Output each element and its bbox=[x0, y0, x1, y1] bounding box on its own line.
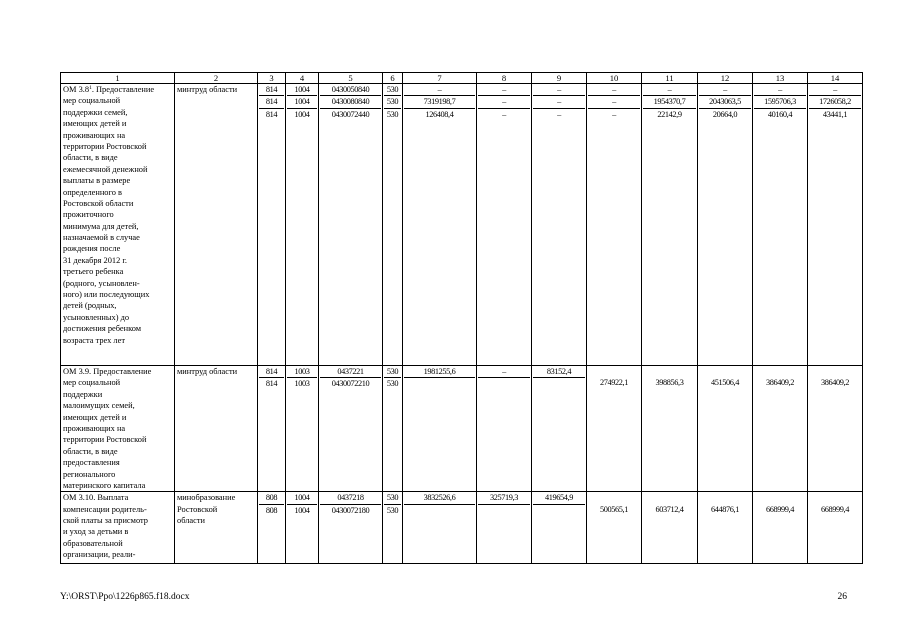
cell-value: 814 bbox=[265, 109, 278, 119]
cell-value: 40160,4 bbox=[767, 109, 793, 119]
cell-value: 808 bbox=[259, 492, 284, 504]
cell-value: 1004 bbox=[294, 109, 310, 119]
cell-value: 419654,9 bbox=[533, 492, 585, 504]
cell-value: 0430072180 bbox=[331, 505, 370, 515]
cell-value: – bbox=[533, 84, 585, 96]
description-line bbox=[63, 84, 173, 95]
column-header: 5 bbox=[319, 73, 383, 84]
description-line: предоставления bbox=[63, 458, 120, 468]
cell-value: 386409,2 bbox=[766, 378, 794, 388]
description-line: Ростовской области bbox=[63, 198, 134, 208]
column-11-cell bbox=[642, 84, 698, 366]
description-line: материнского капитала bbox=[63, 480, 146, 490]
description-line: имеющих детей и bbox=[63, 119, 127, 129]
executor-line: минобразование bbox=[177, 493, 236, 503]
document-path: Y:\ORST\Ppo\1226p865.f18.docx bbox=[60, 592, 190, 602]
column-header: 1 bbox=[61, 73, 175, 84]
cell-value: 808 bbox=[265, 505, 278, 515]
cell-value: 83152,4 bbox=[533, 366, 585, 378]
cell-value: – bbox=[478, 84, 530, 96]
cell-value: – bbox=[588, 84, 640, 96]
column-header: 2 bbox=[175, 73, 258, 84]
cell-value: 386409,2 bbox=[821, 378, 849, 388]
cell-value: 1595706,3 bbox=[754, 96, 806, 108]
executor bbox=[175, 84, 258, 366]
measure-description bbox=[61, 84, 175, 366]
description-line: ного) или последующих bbox=[63, 290, 150, 300]
table-row bbox=[61, 366, 863, 492]
column-header: 3 bbox=[258, 73, 286, 84]
description-line: области, в виде bbox=[63, 446, 118, 456]
column-6-cell bbox=[383, 492, 403, 564]
description-line: ОМ 3.10. Выплата bbox=[63, 493, 129, 503]
column-5-cell bbox=[319, 84, 383, 366]
cell-value: – bbox=[404, 84, 475, 96]
column-header: 4 bbox=[286, 73, 319, 84]
column-6-cell bbox=[383, 84, 403, 366]
column-header: 8 bbox=[477, 73, 532, 84]
column-4-cell bbox=[286, 366, 319, 492]
cell-value: 530 bbox=[384, 96, 401, 108]
column-header: 7 bbox=[403, 73, 477, 84]
cell-value: 668999,4 bbox=[766, 504, 794, 514]
column-3-cell bbox=[258, 84, 286, 366]
cell-value: – bbox=[502, 109, 506, 119]
cell-value: – bbox=[478, 366, 530, 378]
cell-value: 3832526,6 bbox=[404, 492, 475, 504]
column-13-cell bbox=[753, 84, 808, 366]
cell-value: 22142,9 bbox=[657, 109, 682, 119]
column-5-cell bbox=[319, 366, 383, 492]
column-12-cell bbox=[698, 492, 753, 564]
footnote-mark: 1 bbox=[89, 85, 92, 91]
column-8-cell bbox=[477, 366, 532, 492]
column-header: 13 bbox=[753, 73, 808, 84]
description-line: поддержки bbox=[63, 389, 103, 399]
column-10-cell bbox=[587, 366, 642, 492]
column-7-cell bbox=[403, 492, 477, 564]
column-8-cell bbox=[477, 492, 532, 564]
description-line: прожиточного bbox=[63, 210, 114, 220]
description-line: 31 декабря 2012 г. bbox=[63, 255, 127, 265]
cell-value: 530 bbox=[386, 109, 399, 119]
cell-value: 325719,3 bbox=[478, 492, 530, 504]
description-line: рождения после bbox=[63, 244, 121, 254]
cell-value: – bbox=[643, 84, 696, 96]
description-line: и уход за детьми в bbox=[63, 527, 129, 537]
description-line: ОМ 3.9. Предоставление bbox=[63, 367, 152, 376]
cell-value: 644876,1 bbox=[711, 504, 739, 514]
column-9-cell bbox=[532, 492, 587, 564]
cell-value: 126408,4 bbox=[425, 109, 454, 119]
cell-value: 7319198,7 bbox=[404, 96, 475, 108]
description-line: ской платы за присмотр bbox=[63, 516, 148, 526]
description-line: компенсации родитель- bbox=[63, 504, 147, 514]
executor bbox=[175, 492, 258, 564]
description-line: территории Ростовской bbox=[63, 435, 147, 445]
cell-value: 814 bbox=[259, 366, 284, 378]
cell-value: 398856,3 bbox=[655, 378, 684, 388]
cell-value: 530 bbox=[384, 84, 401, 96]
column-10-cell bbox=[587, 84, 642, 366]
measure-title-start: . Предоставление bbox=[91, 85, 155, 94]
description-line: минимума для детей, bbox=[63, 221, 139, 231]
cell-value: 1981255,6 bbox=[404, 366, 475, 378]
description-line: определенного в bbox=[63, 187, 122, 197]
cell-value: 1003 bbox=[287, 366, 317, 378]
cell-value: – bbox=[557, 109, 561, 119]
executor-line: минтруд области bbox=[177, 367, 238, 376]
cell-value: 814 bbox=[259, 84, 284, 96]
measure-description bbox=[61, 492, 175, 564]
cell-value: – bbox=[699, 84, 751, 96]
column-12-cell bbox=[698, 366, 753, 492]
column-header: 11 bbox=[642, 73, 698, 84]
column-5-cell bbox=[319, 492, 383, 564]
cell-value: 451506,4 bbox=[711, 378, 739, 388]
column-11-cell bbox=[642, 492, 698, 564]
column-9-cell bbox=[532, 366, 587, 492]
cell-value: 1003 bbox=[294, 379, 310, 389]
cell-value: 274922,1 bbox=[600, 378, 628, 388]
description-line: усыновленных) до bbox=[63, 312, 130, 322]
column-12-cell bbox=[698, 84, 753, 366]
column-14-cell bbox=[808, 366, 863, 492]
cell-value: – bbox=[533, 96, 585, 108]
description-line: мер социальной bbox=[63, 96, 121, 106]
cell-value: 20664,0 bbox=[712, 109, 738, 119]
header-row bbox=[61, 73, 863, 84]
measure-code: ОМ 3.8 bbox=[63, 85, 90, 94]
budget-table bbox=[60, 72, 863, 564]
description-line: третьего ребенка bbox=[63, 267, 124, 277]
description-line: достижения ребенком bbox=[63, 324, 142, 334]
cell-value: 500565,1 bbox=[600, 504, 628, 514]
column-13-cell bbox=[753, 366, 808, 492]
cell-value: 530 bbox=[386, 505, 399, 515]
cell-value: 1954370,7 bbox=[643, 96, 696, 108]
cell-value: 530 bbox=[384, 366, 401, 378]
executor-line: минтруд области bbox=[177, 85, 238, 94]
cell-value: 43441,1 bbox=[822, 109, 848, 119]
cell-value: 0430080840 bbox=[320, 96, 381, 108]
cell-value: – bbox=[478, 96, 530, 108]
cell-value: – bbox=[588, 96, 640, 108]
column-3-cell bbox=[258, 492, 286, 564]
description-line: имеющих детей и bbox=[63, 412, 127, 422]
column-8-cell bbox=[477, 84, 532, 366]
description-line: территории Ростовской bbox=[63, 141, 147, 151]
description-line: поддержки семей, bbox=[63, 107, 128, 117]
column-header: 6 bbox=[383, 73, 403, 84]
executor-line: Ростовской bbox=[177, 504, 218, 514]
cell-value: 668999,4 bbox=[821, 504, 849, 514]
column-10-cell bbox=[587, 492, 642, 564]
column-header: 12 bbox=[698, 73, 753, 84]
column-7-cell bbox=[403, 366, 477, 492]
description-line: возраста трех лет bbox=[63, 335, 125, 345]
cell-value: – bbox=[612, 109, 616, 119]
cell-value: 530 bbox=[384, 492, 401, 504]
cell-value: 2043063,5 bbox=[699, 96, 751, 108]
cell-value: 1004 bbox=[287, 96, 317, 108]
column-7-cell bbox=[403, 84, 477, 366]
cell-value: 530 bbox=[386, 379, 399, 389]
cell-value: 0430050840 bbox=[320, 84, 381, 96]
cell-value: 0437218 bbox=[320, 492, 381, 504]
description-line: регионального bbox=[63, 469, 116, 479]
description-line: малоимущих семей, bbox=[63, 401, 135, 411]
cell-value: – bbox=[809, 84, 861, 96]
column-14-cell bbox=[808, 492, 863, 564]
cell-value: 0430072440 bbox=[331, 109, 370, 119]
column-4-cell bbox=[286, 492, 319, 564]
column-header: 14 bbox=[808, 73, 863, 84]
cell-value: 1004 bbox=[287, 492, 317, 504]
cell-value: 1726058,2 bbox=[809, 96, 861, 108]
cell-value: 603712,4 bbox=[655, 504, 684, 514]
page-number: 26 bbox=[837, 592, 847, 602]
description-line: проживающих на bbox=[63, 423, 126, 433]
description-line: выплаты в размере bbox=[63, 176, 131, 186]
column-4-cell bbox=[286, 84, 319, 366]
column-11-cell bbox=[642, 366, 698, 492]
description-line: назначаемой в случае bbox=[63, 233, 140, 243]
executor bbox=[175, 366, 258, 492]
column-14-cell bbox=[808, 84, 863, 366]
column-9-cell bbox=[532, 84, 587, 366]
description-line: ежемесячной денежной bbox=[63, 164, 148, 174]
column-6-cell bbox=[383, 366, 403, 492]
table-row bbox=[61, 492, 863, 564]
description-line: области, в виде bbox=[63, 153, 118, 163]
cell-value: 814 bbox=[265, 379, 278, 389]
executor-line: области bbox=[177, 516, 205, 526]
cell-value: 0437221 bbox=[320, 366, 381, 378]
description-line: детей (родных, bbox=[63, 301, 117, 311]
column-header: 9 bbox=[532, 73, 587, 84]
column-13-cell bbox=[753, 492, 808, 564]
table-row bbox=[61, 84, 863, 366]
description-line: (родного, усыновлен- bbox=[63, 278, 140, 288]
description-line: организации, реали- bbox=[63, 550, 136, 560]
measure-description bbox=[61, 366, 175, 492]
cell-value: 1004 bbox=[287, 84, 317, 96]
description-line: проживающих на bbox=[63, 130, 126, 140]
column-3-cell bbox=[258, 366, 286, 492]
cell-value: – bbox=[754, 84, 806, 96]
cell-value: 1004 bbox=[294, 505, 310, 515]
cell-value: 814 bbox=[259, 96, 284, 108]
description-line: мер социальной bbox=[63, 378, 121, 388]
description-line: образовательной bbox=[63, 538, 123, 548]
cell-value: 0430072210 bbox=[331, 379, 370, 389]
column-header: 10 bbox=[587, 73, 642, 84]
